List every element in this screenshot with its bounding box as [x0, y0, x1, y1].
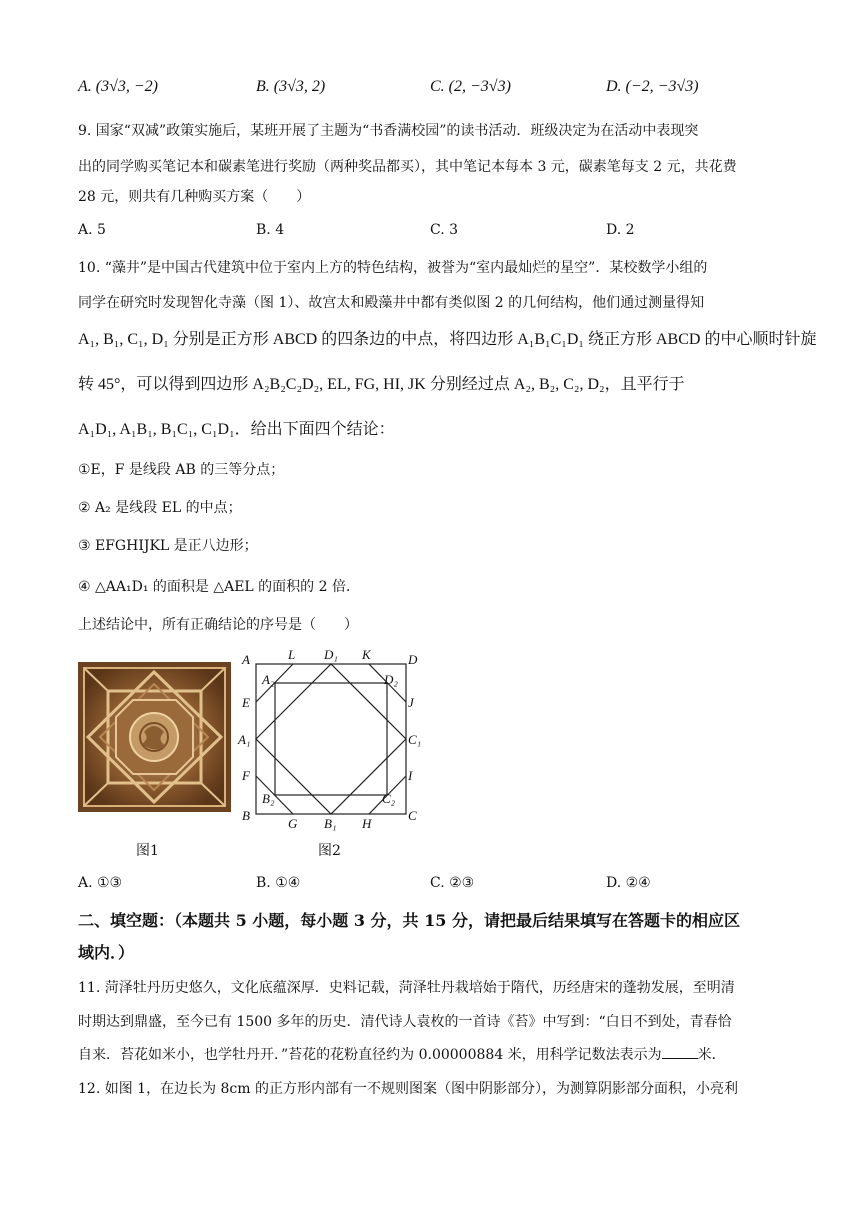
- geometry-figure: [236, 646, 426, 832]
- q9-option-d: D. 2: [606, 222, 635, 238]
- label-c1: C₁: [408, 732, 422, 747]
- section-2-heading-line-1: 二、填空题：（本题共 5 小题，每小题 3 分，共 15 分，请把最后结果填写在答题卡的相应区: [78, 911, 740, 930]
- q11-line-2: 时期达到鼎盛，至今已有 1500 多年的历史．清代诗人袁枚的一首诗《苔》中写到：“白日不到处，青春恰: [78, 1014, 732, 1030]
- q11-line-3-text: 自来．苔花如米小，也学牡丹开．”苔花的花粉直径约为 0.00000884 米，用科学记数法表示为: [78, 1047, 662, 1063]
- q10-conclusion-4: ④ △AA₁D₁ 的面积是 △AEL 的面积的 2 倍．: [78, 579, 360, 595]
- q11-line-3-unit: 米．: [697, 1047, 726, 1063]
- q9-line-1: 9. 国家“双减”政策实施后，某班开展了主题为“书香满校园”的读书活动．班级决定为在活动中表现突: [78, 123, 699, 139]
- label-l: L: [288, 647, 296, 662]
- q8-option-b: B. (3√3, 2): [256, 78, 326, 95]
- q10-conclusion-1: ①E，F 是线段 AB 的三等分点；: [78, 462, 285, 478]
- q11-line-1: 11. 菏泽牡丹历史悠久，文化底蕴深厚．史料记载，菏泽牡丹栽培始于隋代，历经唐宋的蓬勃发展，至明清: [78, 980, 735, 996]
- q9-line-2: 出的同学购买笔记本和碳素笔进行奖励（两种奖品都买），其中笔记本每本 3 元，碳素笔每支 2 元，共花费: [78, 159, 737, 175]
- q9-option-c: C. 3: [430, 222, 459, 238]
- label-h: H: [362, 816, 372, 831]
- q10-ask: 上述结论中，所有正确结论的序号是（ ）: [78, 617, 358, 633]
- q10-option-b: B. ①④: [256, 875, 301, 891]
- q10-line-5: A₁D₁, A₁B₁, B₁C₁, C₁D₁．给出下面四个结论：: [78, 421, 395, 438]
- fig2-caption: 图2: [318, 843, 341, 859]
- q11-answer-blank[interactable]: [662, 1046, 698, 1059]
- label-b: B: [242, 808, 250, 823]
- label-d: D: [408, 652, 418, 667]
- fig1-caption: 图1: [136, 843, 159, 859]
- q11-line-3: [78, 1044, 726, 1064]
- label-e: E: [242, 695, 250, 710]
- label-a2: A₂: [262, 672, 275, 687]
- q10-line-2: 同学在研究时发现智化寺藻（图 1）、故宫太和殿藻井中都有类似图 2 的几何结构，他们通过测量得知: [78, 295, 705, 311]
- label-i: I: [408, 768, 413, 783]
- q10-conclusion-2: ② A₂ 是线段 EL 的中点；: [78, 500, 242, 516]
- q10-option-d: D. ②④: [606, 875, 651, 891]
- label-b1: B₁: [324, 816, 337, 831]
- q9-option-a: A. 5: [78, 222, 106, 238]
- q10-conclusion-3: ③ EFGHIJKL 是正八边形；: [78, 538, 258, 554]
- q9-option-b: B. 4: [256, 222, 285, 238]
- q10-line-4: 转 45°，可以得到四边形 A₂B₂C₂D₂, EL, FG, HI, JK 分别经过点 A₂, B₂, C₂, D₂，且平行于: [78, 376, 685, 393]
- q10-line-3: A₁, B₁, C₁, D₁ 分别是正方形 ABCD 的四条边的中点，将四边形 A₁B₁C₁D₁ 绕正方形 ABCD 的中心顺时针旋: [78, 331, 817, 348]
- label-j: J: [408, 695, 414, 710]
- section-2-heading-line-2: 域内．）: [78, 943, 135, 962]
- q8-option-a: A. (3√3, −2): [78, 78, 159, 95]
- q8-option-d: D. (−2, −3√3): [606, 78, 699, 95]
- label-b2: B₂: [262, 791, 275, 806]
- q9-line-3: 28 元，则共有几种购买方案（ ）: [78, 189, 311, 205]
- label-k: K: [362, 647, 371, 662]
- label-d2: D₂: [384, 672, 398, 687]
- label-c: C: [408, 808, 417, 823]
- label-f: F: [242, 768, 250, 783]
- label-a1: A₁: [238, 732, 251, 747]
- label-c2: C₂: [382, 791, 396, 806]
- q10-line-1: 10. “藻井”是中国古代建筑中位于室内上方的特色结构，被誉为“室内最灿烂的星空”．某校数学小组的: [78, 260, 708, 276]
- caisson-photo: [78, 662, 231, 812]
- q10-option-c: C. ②③: [430, 875, 475, 891]
- label-a: A: [242, 652, 250, 667]
- q10-option-a: A. ①③: [78, 875, 123, 891]
- label-d1: D₁: [324, 647, 338, 662]
- q12-line-1: 12. 如图 1，在边长为 8cm 的正方形内部有一不规则图案（图中阴影部分），为测算阴影部分面积，小亮利: [78, 1081, 738, 1097]
- label-g: G: [288, 816, 298, 831]
- q8-option-c: C. (2, −3√3): [430, 78, 511, 95]
